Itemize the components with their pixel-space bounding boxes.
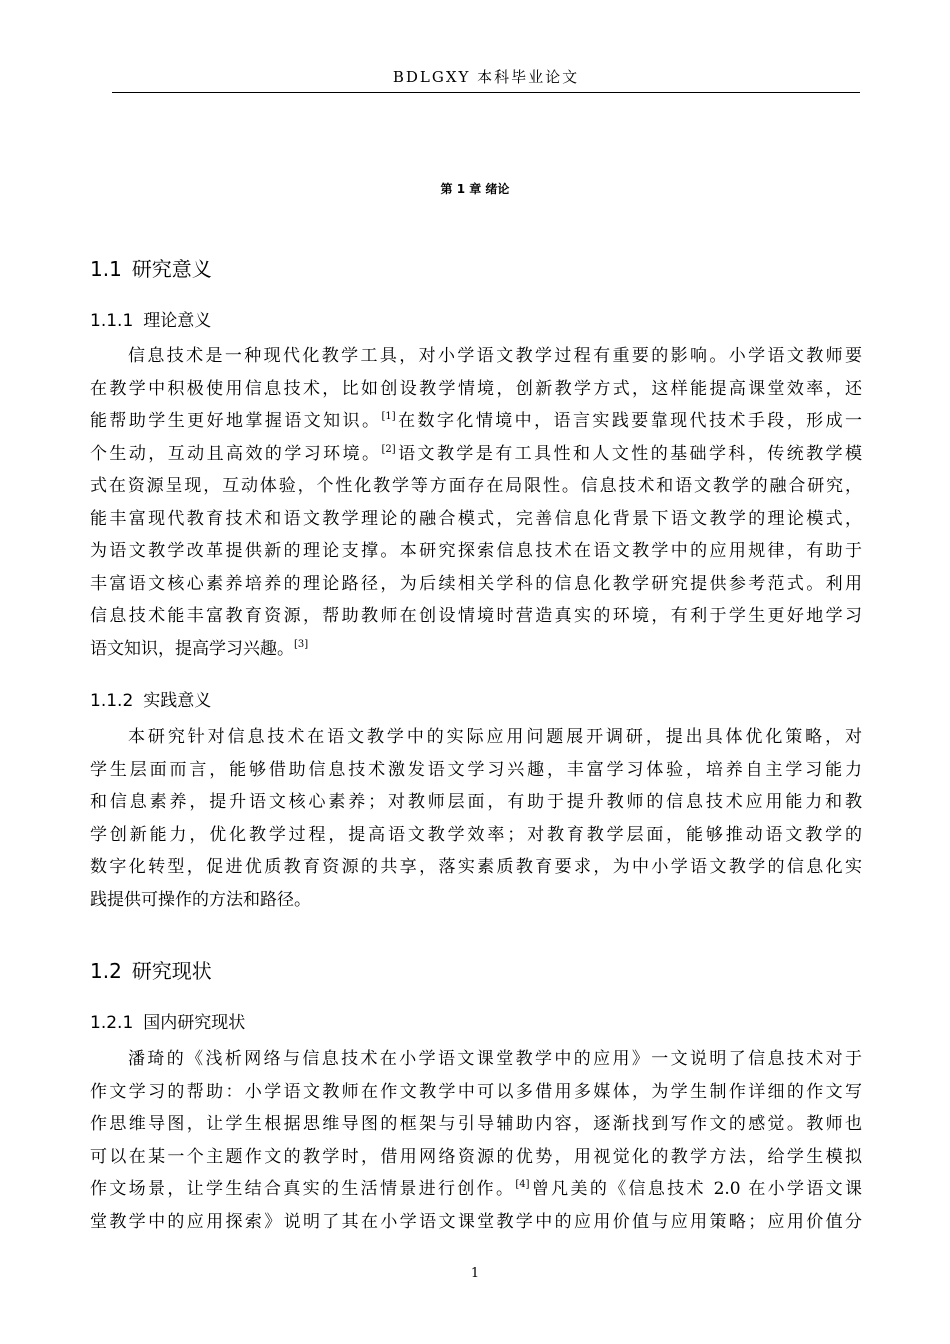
chapter-title: 第 1 章 绪论	[440, 182, 510, 196]
text-line: 为语文教学改革提供新的理论支撑。本研究探索信息技术在语文教学中的应用规律，有助于	[90, 541, 862, 561]
citation-marker: [2]	[381, 443, 396, 455]
header-rule	[112, 92, 860, 93]
text-line	[90, 1173, 862, 1206]
text-line: 在教学中积极使用信息技术，比如创设教学情境，创新教学方式，这样能提高课堂效率，还	[90, 378, 862, 399]
text-line: 能丰富现代教育技术和语文教学理论的融合模式，完善信息化背景下语文教学的理论模式，	[90, 508, 862, 529]
paragraph-practical-significance	[90, 721, 862, 916]
section-title: 研究意义	[131, 257, 212, 281]
citation-marker: [1]	[381, 411, 396, 422]
subsection-number: 1.1.2	[90, 691, 134, 711]
text-line: 式在资源呈现，互动体验，个性化教学等方面存在局限性。信息技术和语文教学的融合研究，	[90, 476, 862, 496]
text-line: 践提供可操作的方法和路径。	[90, 889, 311, 910]
section-number: 1.2	[90, 959, 122, 983]
subsection-title: 国内研究现状	[143, 1013, 246, 1033]
section-number: 1.1	[90, 257, 122, 281]
text-line: 本研究针对信息技术在语文教学中的实际应用问题展开调研，提出具体优化策略，对	[128, 727, 862, 747]
text-run: 曾凡美的《信息技术 2.0 在小学语文课	[529, 1179, 863, 1199]
paragraph-domestic-research	[90, 1043, 862, 1238]
text-line	[90, 405, 862, 438]
text-run: 个生动，互动且高效的学习环境。	[90, 443, 382, 464]
text-line: 和信息素养，提升语文核心素养；对教师层面，有助于提升教师的信息技术应用能力和教	[90, 792, 862, 812]
section-title: 研究现状	[131, 959, 212, 983]
text-run: 语文教学是有工具性和人文性的基础学科，传统教学模	[395, 443, 863, 464]
text-line: 信息技术能丰富教育资源，帮助教师在创设情境时营造真实的环境，有利于学生更好地学习	[90, 606, 862, 626]
citation-marker: [3]	[294, 638, 309, 650]
text-line: 数字化转型，促进优质教育资源的共享，落实素质教育要求，为中小学语文教学的信息化实	[90, 857, 862, 877]
subsection-heading-1-1-2	[90, 686, 211, 711]
subsection-title: 理论意义	[143, 311, 212, 331]
section-heading-1-2	[90, 955, 212, 984]
text-line: 潘琦的《浅析网络与信息技术在小学语文课堂教学中的应用》一文说明了信息技术对于	[128, 1049, 862, 1069]
text-line: 可以在某一个主题作文的教学时，借用网络资源的优势，用视觉化的教学方法，给学生模拟	[90, 1146, 862, 1167]
text-line: 学生层面而言，能够借助信息技术激发语文学习兴趣，丰富学习体验，培养自主学习能力	[90, 759, 862, 780]
citation-marker: [4]	[515, 1179, 530, 1190]
paragraph-theoretical-significance	[90, 340, 862, 665]
subsection-number: 1.2.1	[90, 1013, 134, 1033]
text-run: 作文场景，让学生结合真实的生活情景进行创作。	[90, 1179, 516, 1199]
text-line	[90, 438, 862, 471]
text-line: 信息技术是一种现代化教学工具，对小学语文教学过程有重要的影响。小学语文教师要	[128, 346, 862, 366]
subsection-heading-1-1-1	[90, 306, 211, 331]
section-heading-1-1	[90, 253, 212, 282]
text-run: 能帮助学生更好地掌握语文知识。	[90, 411, 382, 431]
text-line	[90, 633, 862, 666]
text-line: 作思维导图，让学生根据思维导图的框架与引导辅助内容，逐渐找到写作文的感觉。教师也	[90, 1114, 862, 1134]
text-run: 语文知识，提高学习兴趣。	[90, 638, 294, 659]
text-line: 作文学习的帮助：小学语文教师在作文教学中可以多借用多媒体，为学生制作详细的作文写	[90, 1081, 862, 1102]
running-header: BDLGXY 本科毕业论文	[392, 68, 580, 86]
page-number: 1	[470, 1266, 480, 1281]
text-line: 学创新能力，优化教学过程，提高语文教学效率；对教育教学层面，能够推动语文教学的	[90, 824, 862, 845]
text-line: 堂教学中的应用探索》说明了其在小学语文课堂教学中的应用价值与应用策略；应用价值分	[90, 1211, 862, 1232]
subsection-number: 1.1.1	[90, 311, 134, 331]
subsection-title: 实践意义	[143, 691, 212, 711]
subsection-heading-1-2-1	[90, 1008, 245, 1033]
text-line: 丰富语文核心素养培养的理论路径，为后续相关学科的信息化教学研究提供参考范式。利用	[90, 573, 862, 594]
text-run: 在数字化情境中，语言实践要靠现代技术手段，形成一	[395, 411, 863, 431]
